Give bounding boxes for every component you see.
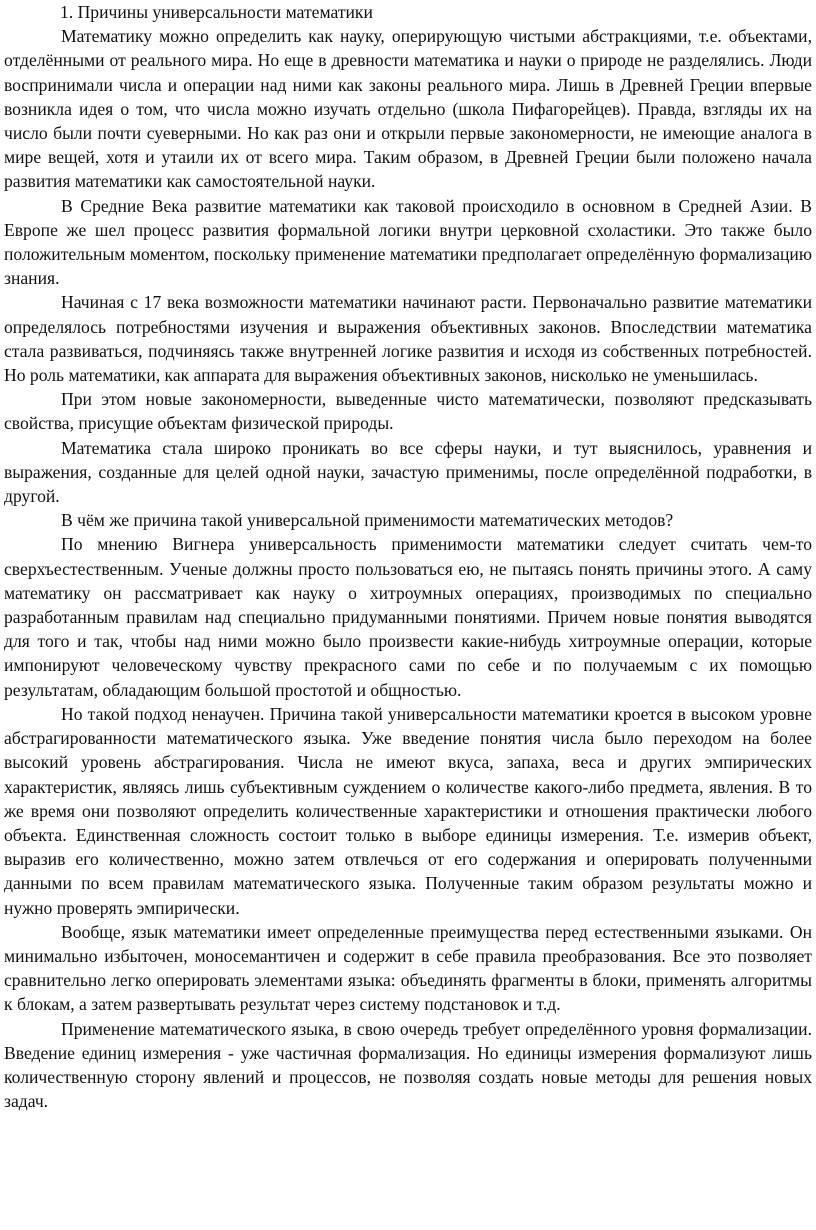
paragraph-5: Математика стала широко проникать во все сферы науки, и тут выяснилось, уравнения и выражения, созданные для целей одной науки, зачастую применимы, после определённой подработки, в другой.	[4, 437, 812, 507]
paragraph-3: Начиная с 17 века возможности математики начинают расти. Первоначально развитие математики определялось потребностями изучения и выражения объективных законов. Впоследствии математика стала развиваться, подчиняясь также внутренней логике развития и исходя из собственных потребностей. Но роль математики, как аппарата для выражения объективных законов, нисколько не уменьшилась.	[4, 292, 812, 386]
paragraph-2: В Средние Века развитие математики как таковой происходило в основном в Средней Азии. В Европе же шел процесс развития формальной логики внутри церковной схоластики. Это также было положительным моментом, поскольку применение математики предполагает определённую формализацию знания.	[4, 195, 812, 289]
paragraph-8: Но такой подход ненаучен. Причина такой универсальности математики кроется в высоком уровне абстрагированности математического языка. Уже введение понятия числа было переходом на более высокий уровень абстрагирования. Числа не имеют вкуса, запаха, веса и других эмпирических характеристик, являясь лишь субъективным суждением о количестве какого-либо предмета, явления. В то же время они позволяют определить количественные характеристики и отношения практически любого объекта. Единственная сложность состоит только в выборе единицы измерения. Т.е. измерив объект, выразив его количественно, можно затем отвлечься от его содержания и оперировать полученными данными по всем правилам математического языка. Полученные таким образом результаты можно и нужно проверять эмпирически.	[4, 703, 812, 918]
paragraph-9: Вообще, язык математики имеет определенные преимущества перед естественными языками. Он минимально избыточен, моносемантичен и содержит в себе правила преобразования. Все это позволяет сравнительно легко оперировать элементами языка: объединять фрагменты в блоки, применять алгоритмы к блокам, а затем развертывать результат через систему подстановок и т.д.	[4, 921, 812, 1015]
paragraph-1: Математику можно определить как науку, оперирующую чистыми абстракциями, т.е. объектами, отделёнными от реального мира. Но еще в древности математика и науки о природе не разделялись. Люди воспринимали числа и операции над ними как законы реального мира. Лишь в Древней Греции впервые возникла идея о том, что числа можно изучать отдельно (школа Пифагорейцев). Правда, взгляды их на число были почти суеверными. Но как раз они и открыли первые закономерности, не имеющие аналога в мире вещей, хотя и утаили их от всего мира. Таким образом, в Древней Греции были положено начала развития математики как самостоятельной науки.	[4, 26, 812, 192]
paragraph-6: В чём же причина такой универсальной применимости математических методов?	[61, 510, 674, 531]
section-heading: 1. Причины универсальности математики	[60, 2, 373, 22]
paragraph-10: Применение математического языка, в свою очередь требует определённого уровня формализации. Введение единиц измерения - уже частичная формализация. Но единицы измерения формализуют лишь количественную сторону явлений и процессов, не позволяя создать новые методы для решения новых задач.	[4, 1018, 812, 1112]
paragraph-4: При этом новые закономерности, выведенные чисто математически, позволяют предсказывать свойства, присущие объектам физической природы.	[4, 389, 812, 434]
paragraph-7: По мнению Вигнера универсальность применимости математики следует считать чем-то сверхъестественным. Ученые должны просто пользоваться ею, не пытаясь понять причины этого. А саму математику он рассматривает как науку о хитроумных операциях, производимых по специально разработанным правилам над специально придуманными понятиями. Причем новые понятия выводятся для того и так, чтобы над ними можно было произвести какие-нибудь хитроумные операции, которые импонируют человеческому чувству прекрасного сами по себе и по получаемым с их помощью результатам, обладающим большой простотой и общностью.	[4, 534, 812, 700]
